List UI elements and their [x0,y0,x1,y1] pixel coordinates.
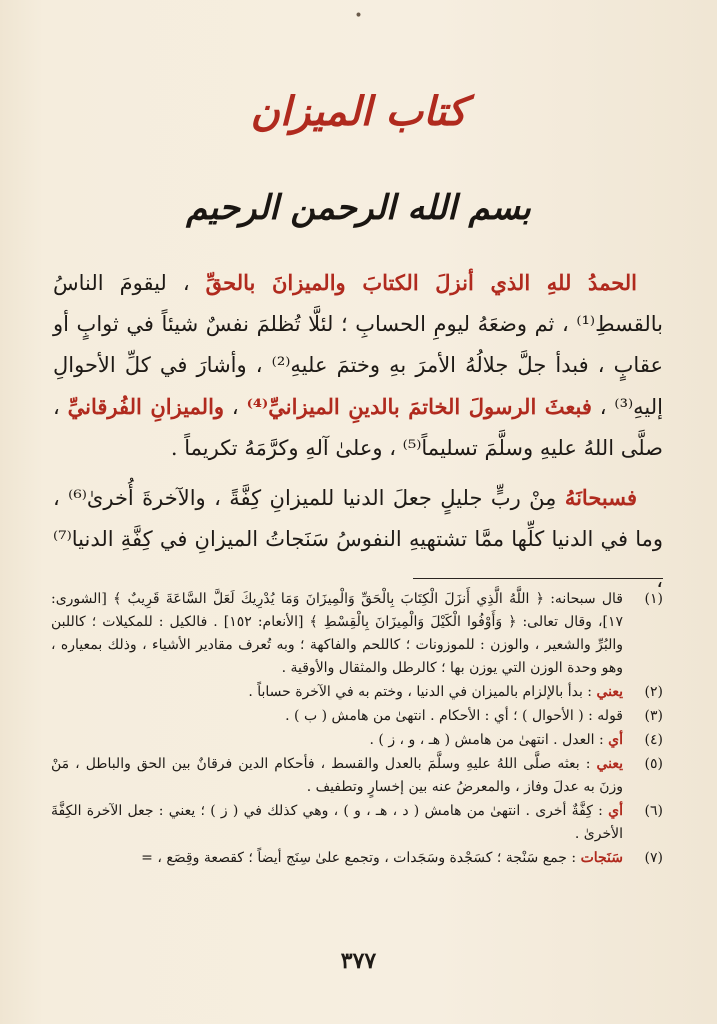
footnotes [51,588,663,871]
basmala: بسم الله الرحمن الرحيم [186,188,531,228]
footnote-body: : العدل . انتهىٰ من هامش ( هـ ، و ، ز ) . [369,732,609,748]
footnote-body: قوله : ( الأحوال ) ؛ أي : الأحكام . انتهىٰ من هامش ( ب ) . [285,708,623,724]
footnote-text [51,705,623,728]
footnote [51,753,663,799]
footnote-text [51,847,623,870]
footnote-keyword: أي [608,803,623,819]
page-number: ٣٧٧ [340,948,377,974]
footnote-body: : جمع سَنْجة ؛ كسَجْدة وسَجَدات ، وتجمع علىٰ سِنَج أيضاً ؛ كقصعة وقِصَع ، = [141,850,581,866]
footnote-body: : بدأ بالإلزام بالميزان في الدنيا ، وختم به في الآخرة حساباً . [248,684,597,700]
footnote-text [51,753,623,799]
paragraph-2 [53,477,663,601]
footnote-number: (٦) [644,803,663,819]
footnote-number: (٢) [644,684,663,700]
footnote-divider [413,578,663,579]
footnote [51,681,663,704]
text-run: مِنْ ربٍّ جليلٍ جعلَ الدنيا للميزانِ كِفَّةً ، والآخرةَ أُخرىٰ⁽⁶⁾ ، وما في الدنيا كلِّها ممَّا تشتهيهِ النفوسُ سَنَجاتُ الميزانِ في كِفَّةِ الدنيا⁽⁷⁾ ، [53,486,663,592]
highlight-text: فسبحانَهُ [564,485,637,510]
footnote-body: : كِفَّةٌ أخرى . انتهىٰ من هامش ( د ، هـ ، و ) ، وهي كذلك في ( ز ) ؛ يعني : جعل الآخرة الكِفَّةَ الأخرىٰ . [51,803,623,842]
footnote [51,705,663,728]
highlight-text: والميزانِ الفُرقانيِّ [67,394,225,419]
footnote-number: (٧) [644,850,663,866]
text-run: ، ليقومَ الناسُ بالقسطِ⁽¹⁾ ، ثم وضعَهُ ليومِ الحسابِ ؛ لئلَّا تُظلمَ نفسٌ شيئاً في ثوابٍ أو عقابٍ ، فبدأ جلَّ جلالُهُ الأمرَ بهِ وختمَ عليهِ⁽²⁾ ، وأشارَ في كلِّ الأحوالِ إليهِ⁽³⁾ ، [53,271,663,419]
footnote-number: (١) [644,591,663,607]
book-title: كتاب الميزان [250,88,467,135]
footnote-keyword: أي [608,732,623,748]
footnote-body: قال سبحانه: ﴿ اللَّهُ الَّذِي أَنزَلَ الْكِتَابَ بِالْحَقِّ وَالْمِيزَانَ وَمَا يُدْرِيكَ لَعَلَّ السَّاعَةَ قَرِيبٌ ﴾ [الشورى: ١٧]، وقال تعالى: ﴿ وَأَوْفُوا الْكَيْلَ وَالْمِيزَانَ بِالْقِسْطِ ﴾ [الأنعام: ١٥٢] . فالكيل : للمكيلات ؛ كاللبن والبُرِّ والشعير ، والوزن : للموزونات ؛ كاللحم والفاكهة ؛ وبه تُعرف مقادير الأشياء ، وذلك بمعياره ، وهو وحدة الوزن التي يوزن بها ؛ كالرطل والمثقال والأوقية . [51,591,624,676]
footnote-text [51,729,623,752]
footnote-body: : بعثه صلَّى اللهُ عليهِ وسلَّمَ بالعدل والقسط ، فأحكام الدين فرقانٌ بين الحق والباطل ، مَنْ وزنَ به عدلَ وفاز ، والمعرضُ عنه بين إخسارٍ وتطفيف . [51,756,623,795]
footnote-keyword: سَنَجات [580,850,623,866]
footnote-text [51,588,623,680]
footnote [51,588,663,680]
highlight-text: الحمدُ للهِ الذي أنزلَ الكتابَ والميزانَ بالحقِّ [205,270,637,295]
main-text [53,262,663,609]
footnote-text [51,800,623,846]
footnote-number: (٤) [644,732,663,748]
footnote-keyword: يعني [596,684,623,700]
footnote-keyword: يعني [596,756,623,772]
top-mark: • [354,8,363,24]
text-run: ، صلَّى اللهُ عليهِ وسلَّمَ تسليماً⁽⁵⁾ ، وعلىٰ آلهِ وكرَّمَهُ تكريماً . [53,395,663,460]
footnote-text [51,681,623,704]
footnote [51,729,663,752]
footnote [51,847,663,870]
footnote-number: (٥) [644,756,663,772]
footnote [51,800,663,846]
text-run: ، [224,395,247,419]
paragraph-1 [53,262,663,469]
footnote-number: (٣) [644,708,663,724]
highlight-text: فبعثَ الرسولَ الخاتمَ بالدينِ الميزانيِّ⁽⁴⁾ [246,394,592,419]
